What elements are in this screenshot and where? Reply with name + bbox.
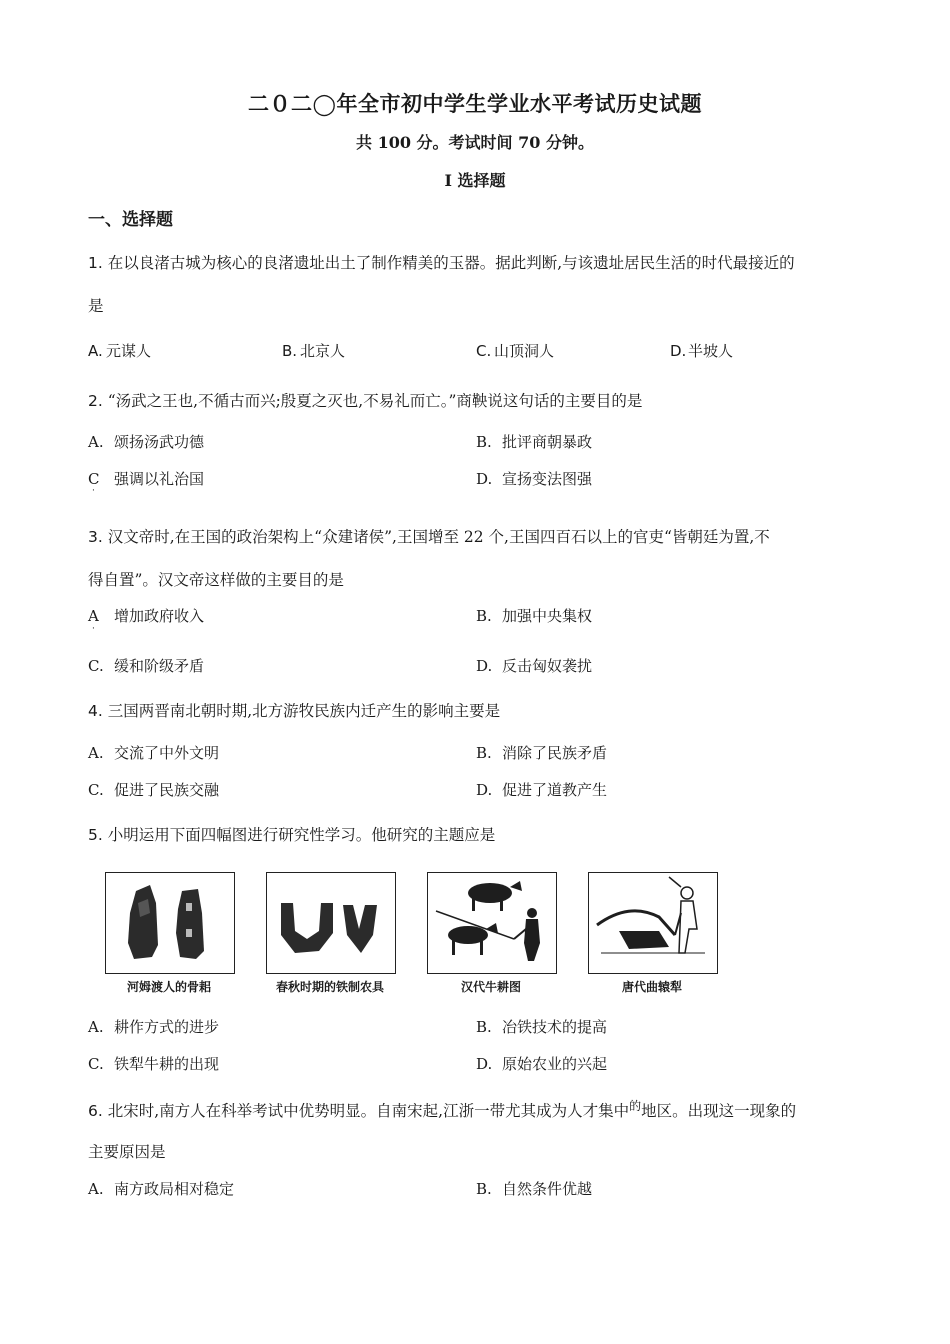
q5-option-d[interactable]	[476, 1053, 607, 1074]
stray-dot: ·	[92, 486, 95, 496]
part-heading: I 选择题	[444, 171, 506, 190]
section-heading: 一、选择题	[88, 210, 173, 230]
question-number: 5.	[88, 826, 103, 844]
q2-option-a[interactable]	[88, 431, 204, 452]
figure-bone-spade	[105, 872, 235, 974]
option-text: 冶铁技术的提高	[502, 1018, 608, 1036]
question-6-stem	[88, 1097, 796, 1121]
option-text: 颂扬汤武功德	[114, 433, 205, 451]
question-6-stem-cont: 主要原因是	[88, 1143, 166, 1161]
question-number: 4.	[88, 702, 103, 720]
option-key: D.	[476, 657, 493, 675]
option-text: 加强中央集权	[502, 607, 593, 625]
option-text: 南方政局相对稳定	[114, 1180, 235, 1198]
figure-caption: 唐代曲辕犁	[621, 980, 682, 994]
question-text: 在以良渚古城为核心的良渚遗址出土了制作精美的玉器。据此判断,与该遗址居民生活的时代最接近的	[107, 254, 795, 272]
option-key: B.	[476, 433, 492, 451]
option-key: D.	[476, 781, 493, 799]
question-4-stem	[88, 699, 500, 721]
q4-option-c[interactable]	[88, 779, 219, 800]
option-text: 山顶洞人	[494, 342, 555, 360]
question-3-stem	[88, 525, 770, 547]
q4-option-d[interactable]	[476, 779, 607, 800]
q2-option-b[interactable]	[476, 431, 592, 452]
option-text: 交流了中外文明	[114, 744, 220, 762]
option-key: D.	[476, 470, 493, 488]
question-number: 6.	[88, 1102, 103, 1120]
question-text: 小明运用下面四幅图进行研究性学习。他研究的主题应是	[107, 826, 496, 844]
q2-option-c[interactable]	[88, 468, 204, 489]
q5-option-a[interactable]	[88, 1016, 219, 1037]
option-key: C.	[88, 1055, 104, 1073]
option-key: A.	[88, 744, 104, 762]
option-key: D.	[670, 342, 687, 360]
q1-option-c[interactable]	[476, 340, 554, 361]
question-number: 1.	[88, 254, 103, 272]
q3-option-a[interactable]	[88, 605, 204, 626]
option-key: A	[88, 607, 99, 625]
stray-dot: ·	[92, 624, 95, 634]
option-text: 批评商朝暴政	[502, 433, 593, 451]
question-1-stem	[88, 251, 795, 273]
option-text: 北京人	[300, 342, 346, 360]
option-text: 反击匈奴袭扰	[502, 657, 593, 675]
option-text: 原始农业的兴起	[502, 1055, 608, 1073]
figure-iron-tools	[266, 872, 396, 974]
bone-spade-image	[106, 873, 234, 973]
option-key: B.	[476, 744, 492, 762]
option-key: B.	[476, 607, 492, 625]
option-key: A.	[88, 433, 104, 451]
exam-title: 二０二◯年全市初中学生学业水平考试历史试题	[247, 91, 702, 116]
question-3-stem-cont: 得自置”。汉文帝这样做的主要目的是	[88, 571, 344, 589]
q4-option-a[interactable]	[88, 742, 219, 763]
q3-option-c[interactable]	[88, 655, 204, 676]
figure-caption: 春秋时期的铁制农具	[275, 980, 384, 994]
option-text: 元谋人	[106, 342, 152, 360]
question-text: 北宋时,南方人在科举考试中优势明显。自南宋起,江浙一带尤其成为人才集中	[107, 1102, 630, 1120]
question-2-stem	[88, 389, 642, 411]
option-text: 宣扬变法图强	[502, 470, 593, 488]
option-text: 促进了民族交融	[114, 781, 220, 799]
q1-option-d[interactable]	[670, 340, 733, 361]
option-text: 铁犁牛耕的出现	[114, 1055, 220, 1073]
question-number: 3.	[88, 528, 103, 546]
option-text: 半坡人	[688, 342, 734, 360]
question-text: 汉文帝时,在王国的政治架构上“众建诸侯”,王国增至 22 个,王国四百石以上的官吏“皆朝廷为置,不	[107, 528, 770, 546]
q6-option-b[interactable]	[476, 1178, 592, 1199]
figure-caption: 汉代牛耕图	[460, 980, 521, 994]
option-key: C.	[88, 781, 104, 799]
q2-option-d[interactable]	[476, 468, 592, 489]
question-number: 2.	[88, 392, 103, 410]
q4-option-b[interactable]	[476, 742, 607, 763]
q5-option-b[interactable]	[476, 1016, 607, 1037]
option-key: B.	[476, 1180, 492, 1198]
question-text: “汤武之王也,不循古而兴;殷夏之灭也,不易礼而亡。”商鞅说这句话的主要目的是	[107, 392, 643, 410]
iron-tools-image	[267, 873, 395, 973]
option-key: A.	[88, 1180, 104, 1198]
figure-ox-plowing	[427, 872, 557, 974]
option-key: A.	[88, 342, 103, 360]
exam-info: 共 100 分。考试时间 70 分钟。	[356, 133, 594, 152]
option-text: 消除了民族矛盾	[502, 744, 608, 762]
figure-curved-plow	[588, 872, 718, 974]
ox-plowing-image	[428, 873, 556, 973]
q3-option-b[interactable]	[476, 605, 592, 626]
option-key: A.	[88, 1018, 104, 1036]
question-text: 地区。出现这一现象的	[641, 1102, 797, 1120]
option-key: D.	[476, 1055, 493, 1073]
option-text: 促进了道教产生	[502, 781, 608, 799]
question-1-stem-cont: 是	[88, 297, 104, 315]
q1-option-a[interactable]	[88, 340, 151, 361]
figure-caption: 河姆渡人的骨耜	[126, 980, 211, 994]
question-text: 三国两晋南北朝时期,北方游牧民族内迁产生的影响主要是	[107, 702, 501, 720]
option-key: C	[88, 470, 100, 488]
curved-plow-image	[589, 873, 717, 973]
q6-option-a[interactable]	[88, 1178, 234, 1199]
option-key: B.	[476, 1018, 492, 1036]
option-text: 增加政府收入	[114, 607, 205, 625]
option-text: 耕作方式的进步	[114, 1018, 220, 1036]
q1-option-b[interactable]	[282, 340, 345, 361]
q3-option-d[interactable]	[476, 655, 592, 676]
option-text: 自然条件优越	[502, 1180, 593, 1198]
option-text: 强调以礼治国	[114, 470, 205, 488]
option-text: 缓和阶级矛盾	[114, 657, 205, 675]
question-text-superscript: 的	[629, 1099, 642, 1113]
question-5-stem	[88, 823, 495, 845]
option-key: C.	[476, 342, 492, 360]
option-key: C.	[88, 657, 104, 675]
option-key: B.	[282, 342, 298, 360]
q5-option-c[interactable]	[88, 1053, 219, 1074]
